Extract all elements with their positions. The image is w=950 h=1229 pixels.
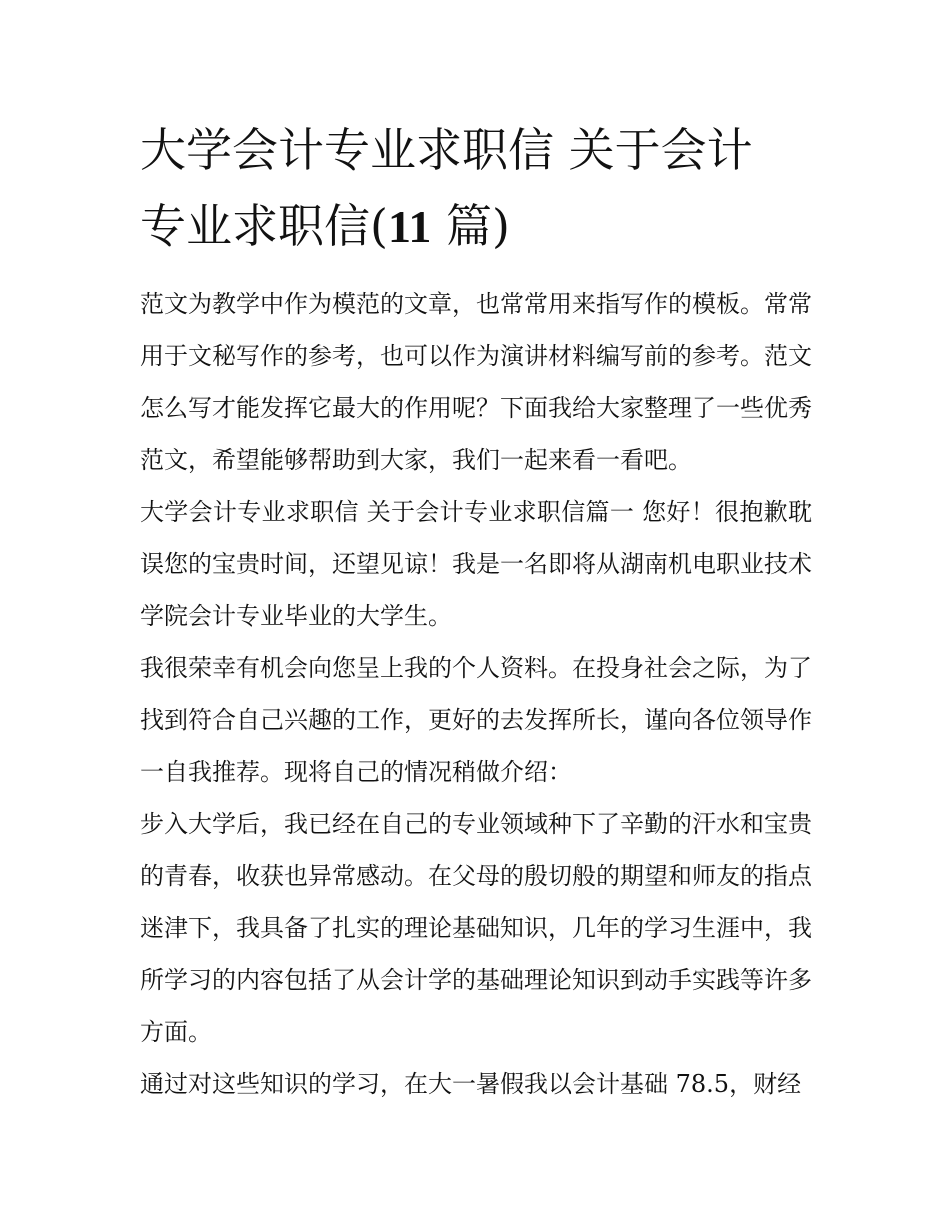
paragraph-intro: 范文为教学中作为模范的文章，也常常用来指写作的模板。常常用于文秘写作的参考，也可以作为演讲材料编写前的参考。范文怎么写才能发挥它最大的作用呢？下面我给大家整理了一些优秀范文，希望能够帮助到大家，我们一起来看一看吧。 [140, 290, 812, 474]
paragraph-exam-scores: 通过对这些知识的学习，在大一暑假我以会计基础 78.5，财经 [140, 1070, 802, 1098]
document-body [140, 278, 812, 1110]
title-article-count: 11 [387, 201, 432, 252]
title-line-2-prefix: 专业求职信( [140, 199, 388, 253]
paragraph-self-introduction: 我很荣幸有机会向您呈上我的个人资料。在投身社会之际，为了找到符合自己兴趣的工作，更好的去发挥所长，谨向各位领导作一自我推荐。现将自己的情况稍做介绍： [140, 654, 812, 786]
paragraph-university-study: 步入大学后，我已经在自己的专业领域种下了辛勤的汗水和宝贵的青春，收获也异常感动。在父母的殷切般的期望和师友的指点迷津下，我具备了扎实的理论基础知识，几年的学习生涯中，我所学习的内容包括了从会计学的基础理论知识到动手实践等许多方面。 [140, 810, 812, 1046]
title-line-2-suffix: 篇) [431, 199, 510, 253]
paragraph-greeting: 大学会计专业求职信 关于会计专业求职信篇一 您好！很抱歉耽误您的宝贵时间，还望见谅！我是一名即将从湖南机电职业技术学院会计专业毕业的大学生。 [140, 498, 812, 630]
document-title [140, 112, 820, 265]
title-line-1: 大学会计专业求职信 关于会计 [140, 123, 753, 177]
